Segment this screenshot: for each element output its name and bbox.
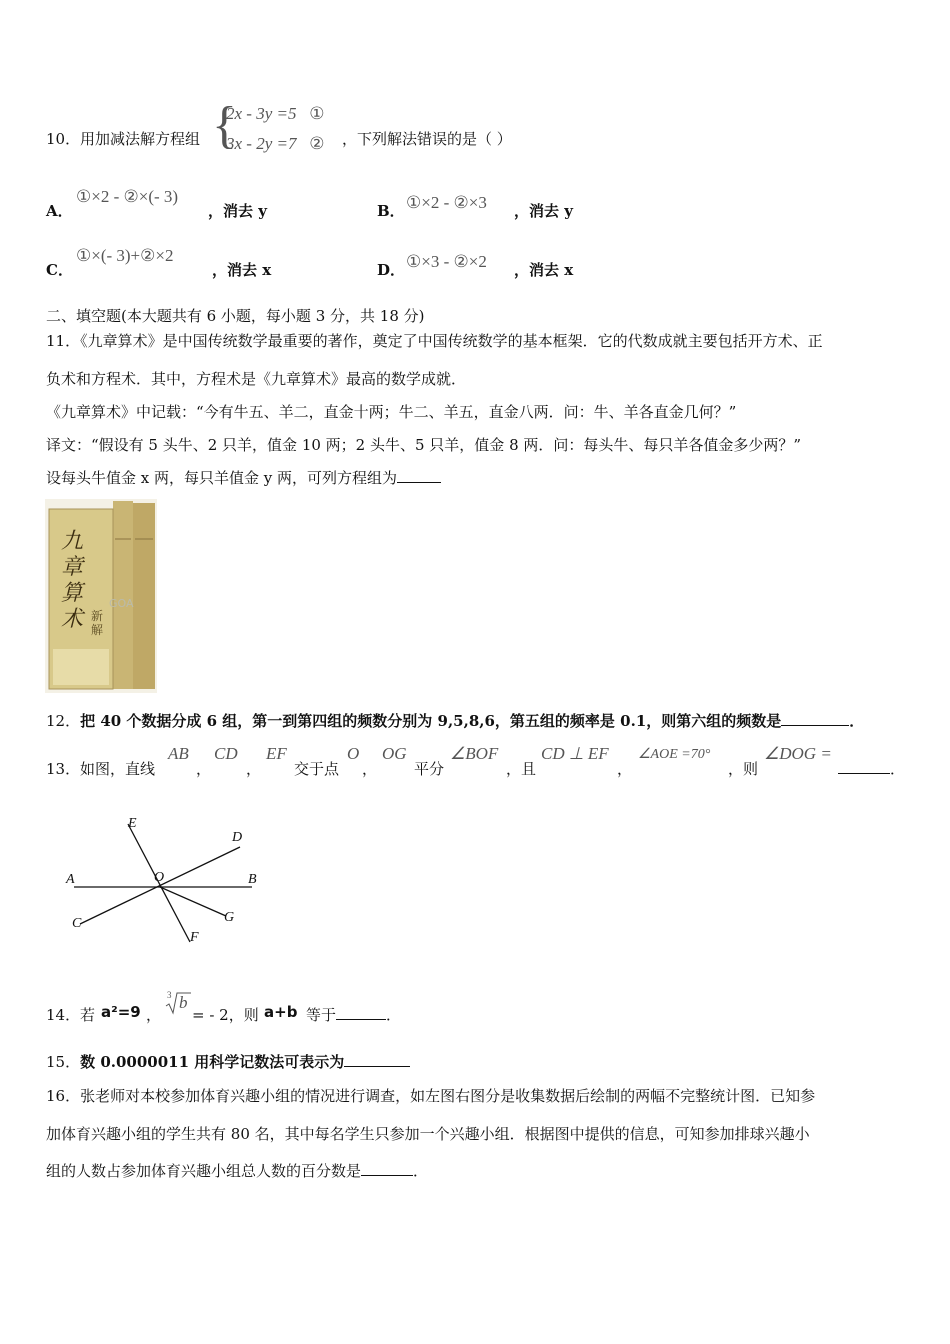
q13-line-ab: AB	[168, 744, 189, 763]
option-b-letter: B．	[377, 202, 405, 220]
q14-a-plus-b: a+b	[264, 1003, 298, 1021]
q13-sep-4: ，	[617, 760, 633, 778]
book-image	[45, 499, 157, 693]
label-o: O	[154, 870, 165, 885]
q13-angle-dog: ∠DOG =	[764, 744, 832, 763]
equation-2-mark: ②	[309, 134, 325, 153]
label-g: G	[224, 910, 235, 925]
q13-answer-line	[838, 758, 905, 779]
q13-perpendicular: CD ⊥ EF	[541, 744, 609, 763]
q10-number: 10．	[46, 130, 81, 148]
q10-stem: 用加减法解方程组	[80, 130, 201, 148]
ray-og	[160, 887, 226, 916]
q16-answer-blank[interactable]	[361, 1161, 413, 1176]
q14-end: ．	[386, 1006, 402, 1024]
q16-line-2: 加体育兴趣小组的学生共有 80 名，其中每名学生只参加一个兴趣小组．根据图中提供的信息，可知参加排球兴趣小	[46, 1125, 810, 1143]
label-b: B	[248, 872, 257, 887]
q13-number: 13．	[46, 760, 81, 778]
q16-number: 16．	[46, 1087, 81, 1105]
q14-number: 14．	[46, 1006, 81, 1024]
q16-line-3	[46, 1160, 428, 1181]
q13-text-5: ，则	[728, 760, 759, 778]
q13-sep-1: ，	[196, 760, 212, 778]
equation-1-mark: ①	[309, 104, 325, 123]
q12-line	[46, 710, 864, 731]
q11-line-5	[46, 467, 441, 488]
q14-a-squared: a²=9	[101, 1003, 141, 1021]
q13-angle-bof: ∠BOF	[450, 744, 499, 763]
q16-line-1	[46, 1085, 815, 1106]
q13-text-3: 平分	[414, 760, 445, 778]
q13-line-cd: CD	[214, 744, 238, 763]
q14-text-1: 若	[80, 1006, 96, 1024]
option-d-expr: ①×3 - ②×2	[406, 252, 487, 271]
q12-answer-blank[interactable]	[781, 711, 849, 726]
q14-answer-line	[306, 1004, 401, 1025]
label-c: C	[72, 916, 82, 931]
q11-number: 11．	[46, 332, 81, 350]
q13-point-o: O	[347, 744, 360, 763]
option-d-suffix: ，消去 x	[514, 261, 574, 279]
option-c-expr: ①×(- 3)+②×2	[76, 246, 174, 265]
book-spine-sub: 新解	[91, 609, 104, 637]
option-b-expr: ①×2 - ②×3	[406, 193, 487, 212]
q15-line	[46, 1051, 410, 1072]
q13-line-ef: EF	[266, 744, 287, 763]
q13-text-4: ，且	[506, 760, 537, 778]
q14-root-arg: b	[179, 993, 188, 1012]
q13-angle-aoe: ∠AOE =70°	[638, 747, 711, 762]
q11-text-5: 设每头牛值金 x 两，每只羊值金 y 两，可列方程组为	[46, 469, 398, 487]
q11-line-3: 《九章算术》中记载：“今有牛五、羊二，直金十两；牛二、羊五，直金八两．问：牛、羊各直金几何？”	[46, 403, 737, 421]
equation-brace: {	[212, 97, 237, 154]
q12-number: 12．	[46, 712, 81, 730]
q13-end: ．	[890, 760, 906, 778]
q15-text: 数 0.0000011 用科学记数法可表示为	[80, 1053, 345, 1071]
option-a-suffix: ，消去 y	[208, 202, 267, 220]
section-2-heading: 二、填空题(本大题共有 6 小题，每小题 3 分，共 18 分)	[46, 307, 425, 325]
q15-answer-blank[interactable]	[344, 1052, 410, 1067]
label-d: D	[232, 830, 243, 845]
q11-text-1: 《九章算术》是中国传统数学最重要的著作，奠定了中国传统数学的基本框架．它的代数成就主要包括开方术、正	[80, 332, 823, 350]
q11-line-2: 负术和方程术．其中，方程术是《九章算术》最高的数学成就．	[46, 370, 467, 388]
book-spine-title: 九章算术	[61, 529, 84, 632]
q12-end: ．	[849, 712, 865, 730]
equation-2: 3x - 2y =7	[226, 134, 297, 153]
option-d-letter: D．	[377, 261, 406, 279]
q14-text-2: = - 2，则	[192, 1006, 259, 1024]
q12-text: 把 40 个数据分成 6 组，第一到第四组的频数分别为 9,5,8,6，第五组的频率是 0.1，则第六组的频数是	[80, 712, 782, 730]
equation-line-2	[226, 134, 325, 154]
label-e: E	[128, 816, 137, 831]
q13-answer-blank[interactable]	[838, 759, 890, 774]
label-a: A	[66, 872, 75, 887]
q16-end: ．	[413, 1162, 429, 1180]
option-a-letter: A．	[46, 202, 73, 220]
equation-1: 2x - 3y =5	[226, 104, 297, 123]
q11-answer-blank[interactable]	[397, 468, 441, 483]
q10-stem-after: ，下列解法错误的是（ ）	[342, 130, 512, 148]
q13-sep-3: ，	[362, 760, 378, 778]
equation-line-1	[226, 104, 325, 124]
option-c-letter: C．	[46, 261, 73, 279]
q14-root-index: 3	[167, 990, 172, 1000]
q11-line-1	[46, 330, 823, 351]
q13-text-2: 交于点	[294, 760, 340, 778]
q16-text-1: 张老师对本校参加体育兴趣小组的情况进行调查，如左图右图分是收集数据后绘制的两幅不完整统计图．已知参	[80, 1087, 816, 1105]
q13-text-1: 如图，直线	[80, 760, 156, 778]
book-watermark: GOA	[109, 597, 134, 610]
q11-line-4: 译文：“假设有 5 头牛、2 只羊，值金 10 两；2 头牛、5 只羊，值金 8 两．问：每头牛、每只羊各值金多少两？”	[46, 436, 802, 454]
option-a-expr: ①×2 - ②×(- 3)	[76, 187, 179, 206]
q14-text-3: 等于	[306, 1006, 337, 1024]
option-b-suffix: ，消去 y	[514, 202, 573, 220]
q16-text-3: 组的人数占参加体育兴趣小组总人数的百分数是	[46, 1162, 362, 1180]
q15-number: 15．	[46, 1053, 81, 1071]
q14-cube-root	[164, 990, 192, 1016]
q14-sep: ，	[146, 1006, 162, 1024]
q13-figure	[60, 812, 270, 952]
q14-answer-blank[interactable]	[336, 1005, 386, 1020]
option-c-suffix: ，消去 x	[212, 261, 272, 279]
label-f: F	[190, 930, 199, 945]
q13-sep-2: ，	[246, 760, 262, 778]
q13-ray-og: OG	[382, 744, 407, 763]
